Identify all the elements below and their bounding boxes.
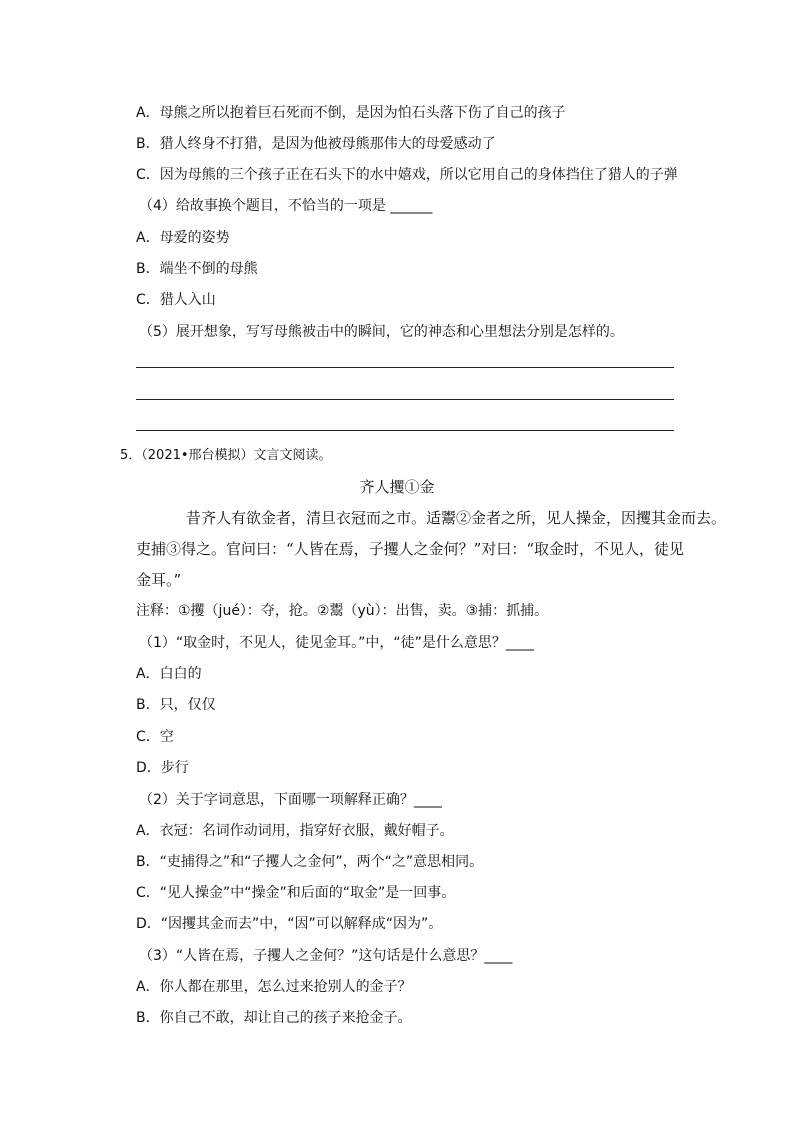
sub1-option-c: C．空 — [136, 729, 174, 745]
sub1-stem: （1）“取金时，不见人，徒见金耳。”中，“徒”是什么意思？____ — [139, 635, 534, 651]
q4-option-a: A．母爱的姿势 — [136, 230, 230, 246]
q4-option-b: B．端坐不倒的母熊 — [136, 261, 258, 277]
q4-stem: （4）给故事换个题目，不恰当的一项是 ______ — [139, 198, 433, 214]
sub2-option-b: B．“吏捕得之”和“子攫人之金何”，两个“之”意思相同。 — [136, 854, 484, 870]
sub3-option-b: B．你自己不敢，却让自己的孩子来抢金子。 — [136, 1010, 412, 1026]
sub2-option-c: C．“见人操金”中“操金”和后面的“取金”是一回事。 — [136, 885, 456, 901]
answer-line-1[interactable] — [136, 367, 674, 368]
q4-option-c: C．猎人入山 — [136, 292, 216, 308]
q5-stem: （5）展开想象，写写母熊被击中的瞬间，它的神态和心里想法分别是怎样的。 — [139, 324, 624, 340]
sub1-option-b: B．只，仅仅 — [136, 697, 216, 713]
sub1-option-a: A．白白的 — [136, 666, 202, 682]
passage-line-2: 吏捕③得之。官问曰：“人皆在焉，子攫人之金何？”对曰：“取金时，不见人，徒见 — [136, 540, 685, 558]
sub2-option-d: D．“因攫其金而去”中，“因”可以解释成“因为”。 — [136, 916, 443, 932]
sub2-option-a: A．衣冠：名词作动词用，指穿好衣服，戴好帽子。 — [136, 823, 454, 839]
passage-note: 注释：①攫（jué）：夺，抢。②鬻（yù）：出售，卖。③捕：抓捕。 — [136, 603, 549, 619]
passage-title: 齐人攫①金 — [359, 478, 435, 496]
sub3-option-a: A．你人都在那里，怎么过来抢别人的金子？ — [136, 979, 412, 995]
answer-line-3[interactable] — [136, 430, 674, 431]
answer-line-2[interactable] — [136, 399, 674, 400]
q4-prev-option-c: C．因为母熊的三个孩子正在石头下的水中嬉戏，所以它用自己的身体挡住了猎人的子弹 — [136, 167, 678, 183]
q4-prev-option-b: B．猎人终身不打猎，是因为他被母熊那伟大的母爱感动了 — [136, 136, 496, 152]
question5-header: 5．（2021•邢台模拟）文言文阅读。 — [120, 448, 332, 463]
passage-line-1: 昔齐人有欲金者，清旦衣冠而之市。适鬻②金者之所，见人操金，因攫其金而去。 — [186, 509, 727, 527]
q4-prev-option-a: A．母熊之所以抱着巨石死而不倒，是因为怕石头落下伤了自己的孩子 — [136, 105, 566, 121]
sub1-option-d: D．步行 — [136, 760, 189, 776]
sub2-stem: （2）关于字词意思，下面哪一项解释正确？____ — [139, 792, 442, 808]
sub3-stem: （3）“人皆在焉，子攫人之金何？”这句话是什么意思？____ — [139, 948, 513, 964]
passage-line-3: 金耳。” — [136, 571, 182, 589]
